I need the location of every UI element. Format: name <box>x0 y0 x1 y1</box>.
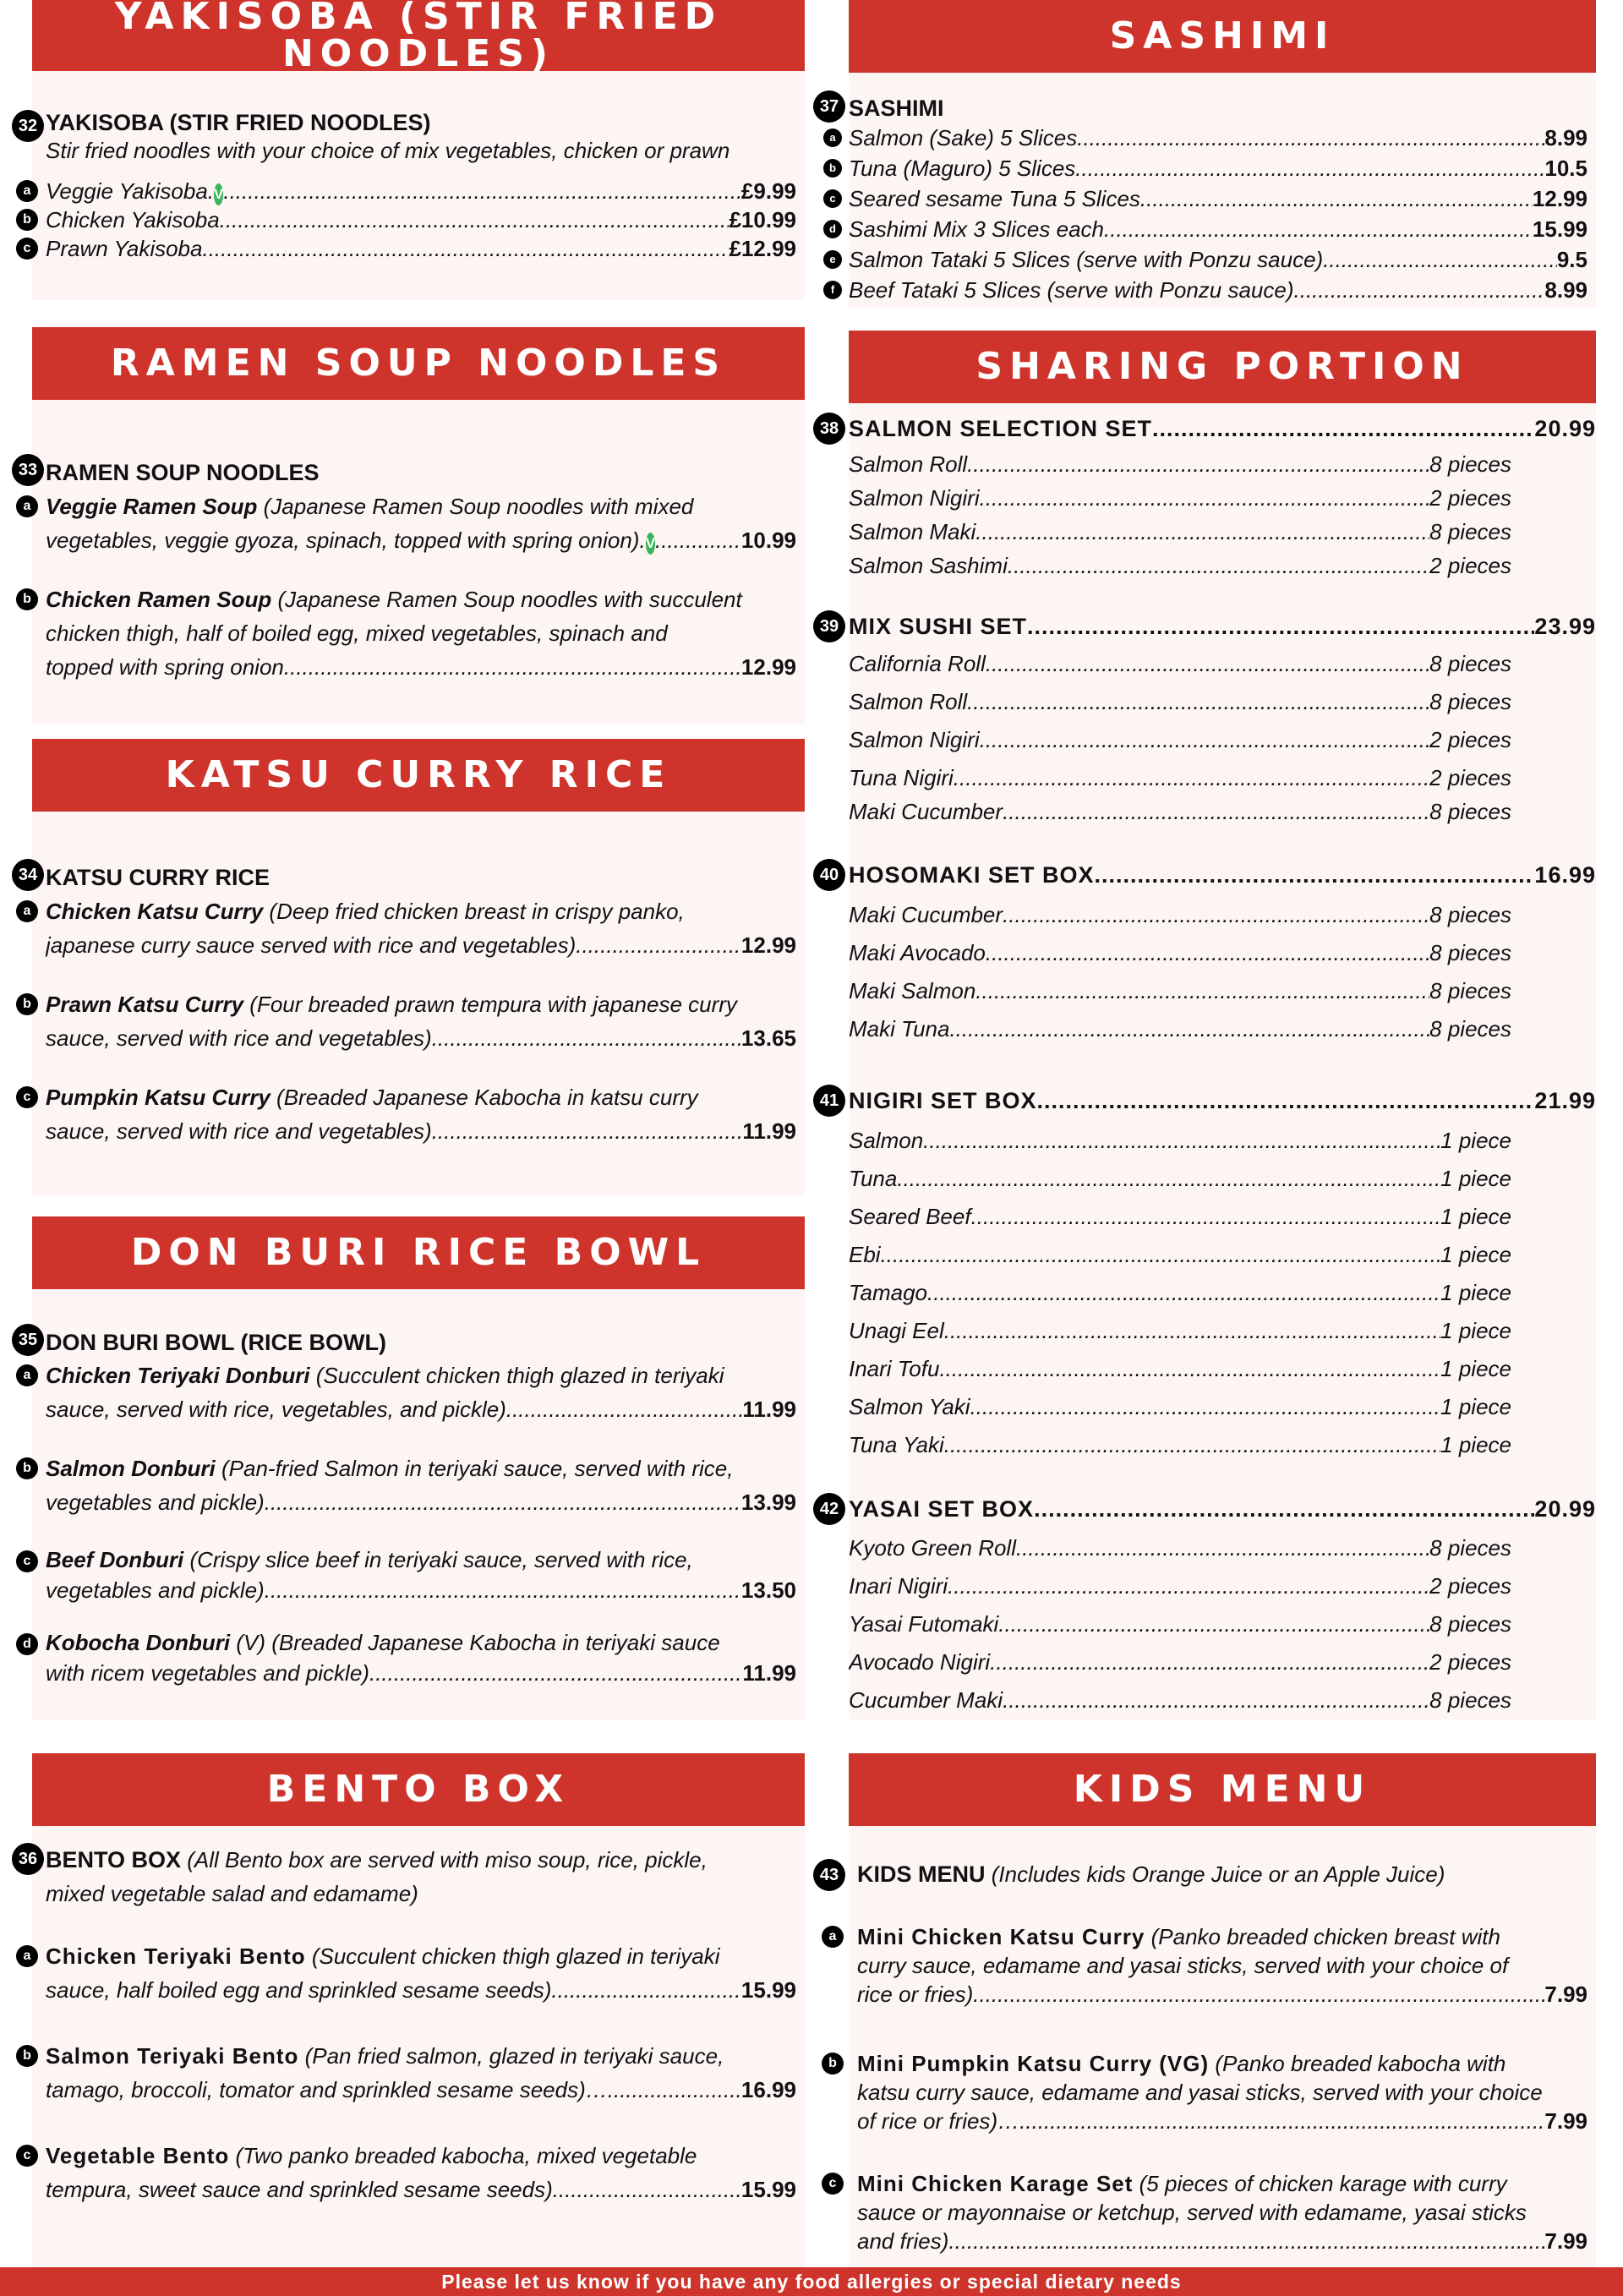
set-item <box>849 936 1587 970</box>
letter-badge: b <box>16 993 38 1015</box>
menu-item <box>23 1451 796 1519</box>
item-description: (Panko breaded kabocha with <box>1209 2051 1506 2076</box>
item-price: 16.99 <box>740 2077 796 2102</box>
item-description: sauce, served with rice and vegetables) <box>46 1118 432 1144</box>
item-description: sauce or mayonnaise or ketchup, served with edamame, yasai sticks <box>857 2200 1527 2225</box>
item-price: 11.99 <box>742 1660 796 1686</box>
item-name: Salmon Tataki 5 Slices (serve with Ponzu sauce) <box>849 247 1324 272</box>
letter-badge: c <box>16 2145 38 2167</box>
item-name: Maki Salmon <box>849 978 976 1003</box>
set-title: YASAI SET BOX <box>849 1496 1035 1522</box>
item-quantity: 8 pieces <box>1429 799 1511 824</box>
item-quantity: 2 pieces <box>1429 1649 1511 1675</box>
category-title: SASHIMI <box>849 96 944 121</box>
item-number-badge: 41 <box>813 1085 845 1117</box>
item-name: Tuna (Maguro) 5 Slices <box>849 156 1076 181</box>
letter-badge: a <box>16 1945 38 1967</box>
menu-item <box>829 123 1587 153</box>
yakisoba-section <box>18 0 805 300</box>
set-item <box>849 1238 1587 1271</box>
item-description: (Succulent chicken thigh glazed in teriyaki <box>309 1363 724 1388</box>
menu-item <box>23 489 796 557</box>
item-description: sauce, half boiled egg and sprinkled sesame seeds). <box>46 1977 558 2003</box>
category-title: RAMEN SOUP NOODLES <box>46 460 320 485</box>
menu-item <box>830 275 1587 305</box>
item-quantity: 2 pieces <box>1429 765 1511 790</box>
item-quantity: 8 pieces <box>1429 651 1511 676</box>
item-name: Mini Chicken Karage Set <box>857 2171 1134 2196</box>
item-price: £10.99 <box>729 207 796 232</box>
item-name: Kobocha Donburi <box>46 1630 231 1655</box>
item-quantity: 1 piece <box>1440 1166 1511 1191</box>
item-name: Salmon Teriyaki Bento <box>46 2043 299 2069</box>
item-description: (Panko breaded chicken breast with <box>1145 1924 1500 1949</box>
item-name: Yasai Futomaki <box>849 1611 999 1637</box>
item-description: (Pan fried salmon, glazed in teriyaki sauce, <box>298 2043 724 2069</box>
item-name: Salmon Nigiri <box>849 485 980 511</box>
set-item <box>849 974 1587 1008</box>
set-header <box>849 416 1596 442</box>
set-header <box>849 614 1596 640</box>
letter-badge: c <box>16 238 38 260</box>
letter-badge: c <box>16 1550 38 1572</box>
set-price: 21.99 <box>1534 1088 1596 1113</box>
item-description: with ricem vegetables and pickle) <box>46 1660 369 1686</box>
item-name: Chicken Yakisoba <box>46 207 220 232</box>
item-description: curry sauce, edamame and yasai sticks, served with your choice of <box>857 1953 1509 1978</box>
menu-item <box>23 2039 796 2107</box>
set-item <box>849 515 1587 549</box>
item-number-badge: 34 <box>12 859 44 891</box>
item-name: Ebi <box>849 1242 881 1267</box>
item-quantity: 2 pieces <box>1429 485 1511 511</box>
item-name: Maki Cucumber <box>849 799 1003 824</box>
section-banner: SASHIMI <box>849 0 1596 73</box>
menu-item <box>829 183 1587 214</box>
item-description: (5 pieces of chicken karage with curry <box>1133 2171 1507 2196</box>
sashimi-section <box>819 0 1596 309</box>
category-header <box>46 1843 796 1911</box>
item-name: California Roll <box>849 651 986 676</box>
letter-badge: a <box>823 128 842 147</box>
item-name: Veggie Ramen Soup <box>46 494 258 519</box>
item-quantity: 8 pieces <box>1429 1611 1511 1637</box>
item-name: Salmon Roll <box>849 689 968 714</box>
item-description: tempura, sweet sauce and sprinkled sesame seeds). <box>46 2177 559 2202</box>
letter-badge: e <box>823 250 842 269</box>
allergy-notice-footer: Please let us know if you have any food allergies or special dietary needs <box>0 2267 1623 2296</box>
item-number-badge: 40 <box>813 859 845 891</box>
set-title: NIGIRI SET BOX <box>849 1088 1037 1113</box>
item-quantity: 8 pieces <box>1429 1016 1511 1041</box>
letter-badge: b <box>822 2053 844 2075</box>
item-price: 8.99 <box>1544 125 1587 150</box>
sharing-section <box>819 331 1596 1719</box>
item-description: (Japanese Ramen Soup noodles with succulent <box>271 587 742 612</box>
set-title: MIX SUSHI SET <box>849 614 1028 639</box>
item-number-badge: 39 <box>813 610 845 642</box>
item-name: Mini Pumpkin Katsu Curry (VG) <box>857 2051 1210 2076</box>
set-item <box>849 1569 1587 1603</box>
katsu-section <box>18 739 805 1195</box>
item-price: 7.99 <box>1544 2108 1587 2134</box>
set-item <box>849 1683 1587 1717</box>
item-name: Salmon Roll <box>849 451 968 477</box>
item-name: Tuna <box>849 1166 898 1191</box>
item-price: 13.65 <box>740 1025 796 1051</box>
item-description: (Crispy slice beef in teriyaki sauce, served with rice, <box>183 1547 693 1572</box>
item-description: (Four breaded prawn tempura with japanese curry <box>243 992 737 1017</box>
item-quantity: 2 pieces <box>1429 727 1511 752</box>
menu-item <box>828 2169 1587 2255</box>
item-quantity: 1 piece <box>1440 1242 1511 1267</box>
item-price: £12.99 <box>729 236 796 261</box>
item-description: katsu curry sauce, edamame and yasai sticks, served with your choice <box>857 2080 1543 2105</box>
item-name: Maki Avocado <box>849 940 986 965</box>
vegetarian-icon: V <box>214 183 223 205</box>
menu-item <box>829 153 1587 183</box>
item-name: Salmon Donburi <box>46 1456 216 1481</box>
vegetarian-icon: V <box>646 533 655 555</box>
set-item <box>849 1276 1587 1309</box>
menu-item <box>829 244 1587 275</box>
item-name: Chicken Teriyaki Donburi <box>46 1363 310 1388</box>
item-price: 9.5 <box>1556 247 1587 272</box>
letter-badge: c <box>16 1086 38 1108</box>
item-name: Avocado Nigiri <box>849 1649 991 1675</box>
item-description: tamago, broccoli, tomator and sprinkled sesame seeds)… <box>46 2077 608 2102</box>
letter-badge: b <box>16 588 38 610</box>
set-item <box>849 1531 1587 1565</box>
item-number-badge: 38 <box>813 413 845 445</box>
section-banner: DON BURI RICE BOWL <box>32 1216 805 1289</box>
set-item <box>849 761 1587 795</box>
set-price: 16.99 <box>1534 862 1596 888</box>
item-quantity: 1 piece <box>1440 1280 1511 1305</box>
letter-badge: a <box>16 1364 38 1386</box>
menu-item <box>23 2139 796 2206</box>
set-header <box>849 1088 1596 1114</box>
item-name: Tuna Yaki <box>849 1432 944 1457</box>
item-name: Salmon (Sake) 5 Slices <box>849 125 1078 150</box>
letter-badge: f <box>823 281 842 299</box>
set-price: 23.99 <box>1534 614 1596 639</box>
kids-section <box>819 1753 1596 2267</box>
category-header <box>857 1857 1587 1891</box>
item-description: (Pan-fried Salmon in teriyaki sauce, served with rice, <box>215 1456 734 1481</box>
item-name: Cucumber Maki <box>849 1687 1003 1713</box>
menu-item <box>23 1358 796 1426</box>
letter-badge: b <box>16 209 38 231</box>
set-item <box>849 1607 1587 1641</box>
item-quantity: 8 pieces <box>1429 689 1511 714</box>
item-description: (V) (Breaded Japanese Kabocha in teriyaki sauce <box>230 1630 720 1655</box>
bento-section <box>18 1753 805 2267</box>
item-name: Unagi Eel <box>849 1318 944 1343</box>
menu-item <box>23 894 796 962</box>
item-number-badge: 32 <box>12 110 44 142</box>
category-title: KIDS MENU <box>857 1861 986 1887</box>
item-name: Prawn Katsu Curry <box>46 992 244 1017</box>
set-item <box>849 1390 1587 1424</box>
item-number-badge: 37 <box>813 90 845 123</box>
menu-item <box>829 214 1587 244</box>
section-banner: KIDS MENU <box>849 1753 1596 1826</box>
item-price: 12.99 <box>740 654 796 680</box>
item-description: japanese curry sauce served with rice and vegetables) <box>46 932 577 958</box>
letter-badge: a <box>16 900 38 922</box>
set-item <box>849 647 1587 681</box>
set-title: SALMON SELECTION SET <box>849 416 1153 441</box>
item-name: Salmon <box>849 1128 924 1153</box>
item-quantity: 2 pieces <box>1429 1573 1511 1599</box>
item-name: Chicken Ramen Soup <box>46 587 272 612</box>
item-quantity: 2 pieces <box>1429 553 1511 578</box>
set-item <box>849 447 1587 481</box>
item-price: 12.99 <box>1532 186 1587 211</box>
item-name: Beef Donburi <box>46 1547 184 1572</box>
item-quantity: 1 piece <box>1440 1318 1511 1343</box>
section-banner: RAMEN SOUP NOODLES <box>32 327 805 400</box>
item-quantity: 8 pieces <box>1429 940 1511 965</box>
menu-item <box>23 232 796 265</box>
set-header <box>849 862 1596 888</box>
category-subtitle: (Includes kids Orange Juice or an Apple Juice) <box>985 1861 1445 1887</box>
set-item <box>849 1428 1587 1462</box>
set-price: 20.99 <box>1534 416 1596 441</box>
category-subtitle: Stir fried noodles with your choice of mix vegetables, chicken or prawn <box>46 138 730 163</box>
menu-item <box>828 2049 1587 2135</box>
section-banner: KATSU CURRY RICE <box>32 739 805 812</box>
set-item <box>849 898 1587 932</box>
item-name: Mini Chicken Katsu Curry <box>857 1924 1145 1949</box>
set-item <box>849 549 1587 582</box>
letter-badge: b <box>16 2045 38 2067</box>
section-banner: BENTO BOX <box>32 1753 805 1826</box>
set-item <box>849 795 1587 828</box>
item-description: (Breaded Japanese Kabocha in katsu curry <box>270 1085 698 1110</box>
item-quantity: 1 piece <box>1440 1432 1511 1457</box>
set-item <box>849 1352 1587 1386</box>
right-column <box>819 0 1596 2267</box>
item-name: Salmon Maki <box>849 519 976 544</box>
set-item <box>849 685 1587 719</box>
item-description: vegetables, veggie gyoza, spinach, topped with spring onion). <box>46 528 646 553</box>
item-name: Chicken Katsu Curry <box>46 899 264 924</box>
item-name: Prawn Yakisoba <box>46 236 203 261</box>
menu-item <box>23 1939 796 2007</box>
item-quantity: 8 pieces <box>1429 902 1511 927</box>
item-description: (Deep fried chicken breast in crispy panko, <box>263 899 685 924</box>
set-item <box>849 1012 1587 1046</box>
menu-item <box>23 1627 796 1688</box>
item-price: 15.99 <box>1532 216 1587 242</box>
set-item <box>849 1123 1587 1157</box>
letter-badge: d <box>16 1633 38 1655</box>
item-price: 10.99 <box>740 528 796 553</box>
item-price: 7.99 <box>1544 2228 1587 2254</box>
item-price: 15.99 <box>740 2177 796 2202</box>
item-description: rice or fries). <box>857 1982 980 2007</box>
item-price: 11.99 <box>742 1118 796 1144</box>
letter-badge: a <box>822 1926 844 1948</box>
letter-badge: b <box>16 1457 38 1479</box>
item-name: Maki Tuna <box>849 1016 950 1041</box>
letter-badge: d <box>823 220 842 238</box>
set-item <box>849 1200 1587 1233</box>
item-price: 10.5 <box>1544 156 1587 181</box>
item-price: 7.99 <box>1544 1982 1587 2007</box>
item-price: 11.99 <box>742 1397 796 1422</box>
ramen-section <box>18 327 805 724</box>
item-description: topped with spring onion <box>46 654 284 680</box>
item-description: vegetables and pickle) <box>46 1577 265 1603</box>
item-number-badge: 42 <box>813 1493 845 1525</box>
item-name: Beef Tataki 5 Slices (serve with Ponzu sauce) <box>849 277 1294 303</box>
item-name: Kyoto Green Roll <box>849 1535 1016 1561</box>
item-price: 12.99 <box>740 932 796 958</box>
item-description: chicken thigh, half of boiled egg, mixed vegetables, spinach and <box>46 620 668 646</box>
item-name: Chicken Teriyaki Bento <box>46 1943 306 1969</box>
item-description: (Two panko breaded kabocha, mixed vegetable <box>229 2143 697 2168</box>
left-column <box>18 0 805 2267</box>
letter-badge: c <box>823 189 842 208</box>
item-description: vegetables and pickle) <box>46 1490 265 1515</box>
item-quantity: 8 pieces <box>1429 519 1511 544</box>
item-quantity: 8 pieces <box>1429 1687 1511 1713</box>
item-description: (Japanese Ramen Soup noodles with mixed <box>257 494 694 519</box>
item-name: Pumpkin Katsu Curry <box>46 1085 270 1110</box>
item-quantity: 8 pieces <box>1429 978 1511 1003</box>
item-quantity: 1 piece <box>1440 1128 1511 1153</box>
letter-badge: c <box>822 2173 844 2195</box>
item-quantity: 8 pieces <box>1429 451 1511 477</box>
category-title: DON BURI BOWL (RICE BOWL) <box>46 1330 386 1355</box>
category-title: BENTO BOX <box>46 1847 182 1872</box>
item-description: of rice or fries)… <box>857 2108 1020 2134</box>
item-name: Inari Nigiri <box>849 1573 948 1599</box>
item-name: Inari Tofu <box>849 1356 940 1381</box>
item-name: Tamago <box>849 1280 927 1305</box>
set-item <box>849 1645 1587 1679</box>
item-price: 15.99 <box>740 1977 796 2003</box>
category-title: KATSU CURRY RICE <box>46 865 270 890</box>
item-number-badge: 43 <box>813 1859 845 1891</box>
donburi-section <box>18 1216 805 1719</box>
item-name: Salmon Sashimi <box>849 553 1008 578</box>
item-number-badge: 33 <box>12 454 44 486</box>
menu-item <box>828 1922 1587 2009</box>
category-subtitle: mixed vegetable salad and edamame) <box>46 1881 418 1906</box>
item-price: 13.99 <box>740 1490 796 1515</box>
category-title: YAKISOBA (STIR FRIED NOODLES) <box>46 110 431 135</box>
item-number-badge: 36 <box>12 1843 44 1875</box>
item-quantity: 1 piece <box>1440 1204 1511 1229</box>
item-description: sauce, served with rice, vegetables, and pickle) <box>46 1397 506 1422</box>
item-name: Salmon Yaki <box>849 1394 970 1419</box>
category-subtitle: (All Bento box are served with miso soup, rice, pickle, <box>181 1847 708 1872</box>
set-header <box>849 1496 1596 1522</box>
item-name: Salmon Nigiri <box>849 727 980 752</box>
item-name: Seared Beef <box>849 1204 971 1229</box>
item-quantity: 1 piece <box>1440 1356 1511 1381</box>
section-banner: SHARING PORTION <box>849 331 1596 403</box>
set-item <box>849 723 1587 757</box>
set-price: 20.99 <box>1534 1496 1596 1522</box>
section-banner: YAKISOBA (STIR FRIED NOODLES) <box>32 0 805 71</box>
menu-item <box>23 582 796 684</box>
item-price: 13.50 <box>740 1577 796 1603</box>
item-name: Tuna Nigiri <box>849 765 954 790</box>
set-item <box>849 1314 1587 1348</box>
set-item <box>849 1162 1587 1195</box>
letter-badge: a <box>16 180 38 202</box>
item-description: and fries). <box>857 2228 955 2254</box>
letter-badge: a <box>16 495 38 517</box>
menu-item <box>23 987 796 1055</box>
item-quantity: 1 piece <box>1440 1394 1511 1419</box>
item-description: (Succulent chicken thigh glazed in teriyaki <box>305 1943 720 1969</box>
set-title: HOSOMAKI SET BOX <box>849 862 1095 888</box>
item-name: Maki Cucumber <box>849 902 1003 927</box>
item-description: sauce, served with rice and vegetables) <box>46 1025 432 1051</box>
item-quantity: 8 pieces <box>1429 1535 1511 1561</box>
letter-badge: b <box>823 159 842 178</box>
item-name: Seared sesame Tuna 5 Slices <box>849 186 1140 211</box>
menu-item <box>23 1544 796 1605</box>
set-item <box>849 481 1587 515</box>
item-number-badge: 35 <box>12 1324 44 1356</box>
item-name: Veggie Yakisoba. <box>46 178 214 204</box>
menu-item <box>23 1080 796 1148</box>
item-name: Sashimi Mix 3 Slices each <box>849 216 1104 242</box>
item-name: Vegetable Bento <box>46 2143 230 2168</box>
item-price: 8.99 <box>1544 277 1587 303</box>
item-price: £9.99 <box>740 178 796 204</box>
